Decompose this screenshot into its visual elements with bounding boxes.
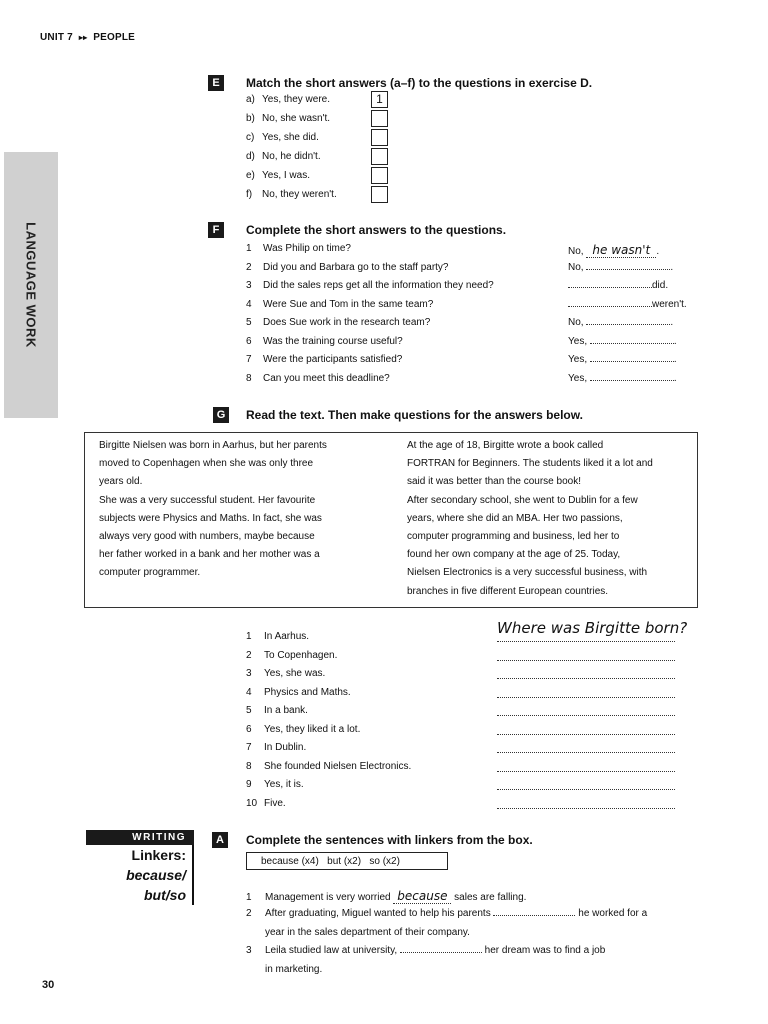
- answer-item: [246, 687, 351, 698]
- exercise-f-title: Complete the short answers to the questions.: [246, 223, 507, 237]
- answer-box[interactable]: [371, 186, 388, 203]
- answer-box[interactable]: [371, 110, 388, 127]
- exercise-g-badge: G: [213, 407, 229, 423]
- linker-blank[interactable]: [393, 889, 451, 904]
- text-line: Birgitte Nielsen was born in Aarhus, but her parents: [99, 440, 327, 451]
- exercise-e-title: Match the short answers (a–f) to the questions in exercise D.: [246, 76, 593, 90]
- answer-number: 8: [246, 760, 252, 772]
- answer-item: [246, 668, 325, 679]
- match-item: [246, 113, 330, 124]
- item-text: Yes, she did.: [262, 132, 319, 143]
- question-number: 5: [246, 317, 252, 328]
- answer-number: 3: [246, 668, 252, 679]
- sentence-number: 3: [246, 945, 252, 956]
- question-text: Was Philip on time?: [263, 243, 351, 254]
- text-line: her father worked in a bank and her mother was a: [99, 549, 320, 561]
- answer-prefix: Yes,: [568, 354, 590, 365]
- sentence-number: 1: [246, 892, 252, 903]
- text-line: branches in five different European countries.: [407, 585, 609, 597]
- sentence-end: he worked for a: [575, 908, 648, 919]
- item-letter: d): [246, 151, 255, 162]
- item-text: No, she wasn't.: [262, 113, 331, 124]
- writing-section-label: [86, 830, 194, 905]
- short-answer[interactable]: [568, 336, 677, 347]
- text-line: years, where she did an MBA. Her two passions,: [407, 512, 623, 524]
- text-line: Nielsen Electronics is a very successful business, with: [407, 567, 648, 579]
- handwritten-question: Where was Birgitte born?: [497, 619, 688, 637]
- item-text: No, he didn't.: [262, 151, 321, 162]
- text-line: computer programming and business, led her to: [407, 531, 620, 543]
- answer-box[interactable]: [371, 148, 388, 165]
- question-item: [246, 317, 430, 328]
- question-text: Did the sales reps get all the information they need?: [263, 280, 494, 291]
- text-line: found her own company at the age of 25. Today,: [407, 549, 621, 561]
- answer-suffix: .: [673, 354, 677, 365]
- answer-text: She founded Nielsen Electronics.: [264, 760, 412, 772]
- linker-blank[interactable]: [493, 915, 575, 916]
- question-number: 3: [246, 280, 252, 291]
- side-tab: [4, 152, 58, 418]
- answer-prefix: No,: [568, 261, 587, 273]
- answer-prefix: No,: [568, 317, 587, 328]
- writing-heading: WRITING: [86, 830, 194, 845]
- text-line: After secondary school, she went to Dublin for a few: [407, 494, 638, 506]
- answer-text: Yes, it is.: [264, 779, 304, 790]
- answer-text: To Copenhagen.: [264, 649, 338, 661]
- answer-text: In a bank.: [264, 705, 308, 716]
- short-answer[interactable]: [568, 299, 687, 310]
- question-blank[interactable]: [497, 662, 675, 679]
- answer-prefix: Yes,: [568, 335, 590, 347]
- exercise-a-title: Complete the sentences with linkers from the box.: [246, 833, 533, 847]
- sentence-end: her dream was to find a job: [481, 945, 606, 956]
- question-item: [246, 243, 351, 254]
- item-text: Yes, I was.: [262, 170, 310, 181]
- reading-text-left: [99, 437, 389, 583]
- answer-box[interactable]: [371, 167, 388, 184]
- question-blank[interactable]: [497, 755, 675, 772]
- match-item: [246, 94, 330, 105]
- text-line: subjects were Physics and Maths. In fact, she was: [99, 512, 322, 524]
- answer-number: 2: [246, 649, 252, 661]
- answer-box[interactable]: 1: [371, 91, 388, 108]
- question-item: [246, 373, 390, 384]
- answer-suffix: .: [670, 261, 674, 273]
- exercise-f-badge: F: [208, 222, 224, 238]
- answer-text: Yes, they liked it a lot.: [264, 723, 361, 735]
- question-blank[interactable]: [497, 699, 675, 716]
- sentence-continuation: in marketing.: [265, 963, 323, 975]
- item-letter: a): [246, 94, 255, 105]
- answer-item: [246, 631, 309, 642]
- question-text: Does Sue work in the research team?: [263, 317, 431, 328]
- question-blank[interactable]: [497, 736, 675, 753]
- text-line: At the age of 18, Birgitte wrote a book called: [407, 440, 604, 451]
- text-line: computer programmer.: [99, 567, 201, 579]
- answer-number: 4: [246, 686, 252, 698]
- answer-number: 1: [246, 631, 252, 642]
- text-line: always very good with numbers, maybe because: [99, 531, 315, 543]
- question-blank[interactable]: [497, 773, 675, 790]
- sentence-end: sales are falling.: [451, 892, 527, 903]
- writing-topic-line2: because/: [126, 867, 186, 883]
- answer-item: [246, 798, 286, 809]
- question-blank[interactable]: [497, 718, 675, 735]
- handwritten-linker: because: [397, 889, 448, 903]
- item-letter: f): [246, 189, 253, 200]
- question-number: 8: [246, 372, 252, 384]
- answer-blank[interactable]: [590, 380, 674, 381]
- answer-blank[interactable]: [568, 287, 652, 288]
- answer-number: 5: [246, 705, 252, 716]
- text-line: years old.: [99, 476, 143, 488]
- text-line: moved to Copenhagen when she was only three: [99, 458, 314, 470]
- text-line: She was a very successful student. Her favourite: [99, 494, 316, 506]
- question-blank[interactable]: [497, 619, 688, 642]
- answer-prefix: Yes,: [568, 372, 590, 384]
- text-line: said it was better than the course book!: [407, 476, 581, 488]
- reading-text-box: [84, 432, 698, 608]
- question-item: [246, 299, 433, 310]
- answer-number: 7: [246, 742, 252, 753]
- sentence-number: 2: [246, 908, 252, 919]
- answer-number: 6: [246, 723, 252, 735]
- answer-suffix: .: [673, 335, 677, 347]
- linker-word-box: because (x4) but (x2) so (x2): [246, 852, 448, 870]
- question-item: [246, 262, 449, 273]
- sentence-start: Management is very worried: [265, 892, 394, 903]
- answer-text: Yes, she was.: [264, 668, 326, 679]
- arrows-glyph: ▸▸: [78, 33, 88, 42]
- answer-item: [246, 761, 411, 772]
- question-text: Were Sue and Tom in the same team?: [263, 298, 434, 310]
- answer-suffix: .: [670, 317, 674, 328]
- sentence-continuation: year in the sales department of their company.: [265, 926, 470, 938]
- short-answer[interactable]: [568, 354, 677, 365]
- answer-blank[interactable]: [586, 269, 670, 270]
- item-text: No, they weren't.: [262, 189, 337, 200]
- answer-item: [246, 742, 306, 753]
- question-number: 4: [246, 298, 252, 310]
- side-tab-label: LANGUAGE WORK: [23, 222, 39, 348]
- answer-blank[interactable]: [586, 324, 670, 325]
- answer-box[interactable]: [371, 129, 388, 146]
- answer-blank[interactable]: [568, 306, 652, 307]
- writing-topic: [86, 845, 194, 905]
- exercise-a-badge: A: [212, 832, 228, 848]
- answer-suffix: .: [673, 372, 677, 384]
- question-text: Were the participants satisfied?: [263, 354, 403, 365]
- answer-blank[interactable]: [590, 343, 674, 344]
- item-letter: b): [246, 113, 255, 124]
- short-answer[interactable]: [568, 280, 668, 291]
- answer-text: Physics and Maths.: [264, 686, 351, 698]
- answer-suffix: .: [656, 246, 660, 257]
- answer-suffix: did.: [652, 280, 669, 291]
- sentence-item: [246, 908, 647, 919]
- question-number: 6: [246, 335, 252, 347]
- short-answer[interactable]: [568, 373, 677, 384]
- match-item: [246, 151, 321, 162]
- answer-item: [246, 779, 304, 790]
- text-line: FORTRAN for Beginners. The students liked it a lot and: [407, 458, 653, 470]
- question-item: [246, 354, 402, 365]
- question-blank[interactable]: [497, 792, 675, 809]
- exercise-e-badge: E: [208, 75, 224, 91]
- answer-text: Five.: [264, 797, 286, 809]
- question-number: 2: [246, 261, 252, 273]
- sentence-start: After graduating, Miguel wanted to help his parents: [265, 908, 494, 919]
- running-header: [40, 32, 135, 43]
- unit-label: UNIT 7: [40, 32, 73, 43]
- question-blank[interactable]: [497, 644, 675, 661]
- question-item: [246, 336, 403, 347]
- short-answer[interactable]: [568, 262, 673, 273]
- answer-item: [246, 724, 360, 735]
- match-item: [246, 189, 337, 200]
- question-number: 7: [246, 354, 252, 365]
- sentence-start: Leila studied law at university,: [265, 945, 400, 956]
- answer-blank[interactable]: [590, 361, 674, 362]
- short-answer[interactable]: [568, 317, 673, 328]
- match-item: [246, 132, 319, 143]
- question-blank[interactable]: [497, 681, 675, 698]
- sentence-item: [246, 945, 605, 956]
- handwritten-answer: he wasn't: [592, 243, 651, 257]
- question-text: Can you meet this deadline?: [263, 372, 390, 384]
- short-answer[interactable]: [568, 243, 659, 258]
- writing-topic-line3: but/so: [144, 887, 186, 903]
- sentence-item: [246, 889, 526, 904]
- linker-blank[interactable]: [400, 952, 482, 953]
- answer-suffix: weren't.: [652, 298, 687, 310]
- writing-topic-line1: Linkers:: [131, 847, 186, 863]
- item-letter: c): [246, 132, 255, 143]
- answer-prefix: No,: [568, 246, 587, 257]
- answer-text: In Aarhus.: [264, 631, 310, 642]
- match-item: [246, 170, 310, 181]
- answer-text: In Dublin.: [264, 742, 307, 753]
- answer-number: 9: [246, 779, 252, 790]
- answer-item: [246, 650, 337, 661]
- question-number: 1: [246, 243, 252, 254]
- reading-text-right: [407, 437, 697, 601]
- exercise-g-title: Read the text. Then make questions for the answers below.: [246, 408, 583, 422]
- answer-blank[interactable]: [586, 243, 656, 258]
- question-text: Did you and Barbara go to the staff party?: [263, 261, 449, 273]
- item-letter: e): [246, 170, 255, 181]
- question-text: Was the training course useful?: [263, 335, 403, 347]
- item-text: Yes, they were.: [262, 94, 331, 105]
- page-number: 30: [42, 979, 55, 991]
- section-label: PEOPLE: [93, 32, 136, 43]
- answer-item: [246, 705, 308, 716]
- question-item: [246, 280, 494, 291]
- answer-number: 10: [246, 797, 258, 809]
